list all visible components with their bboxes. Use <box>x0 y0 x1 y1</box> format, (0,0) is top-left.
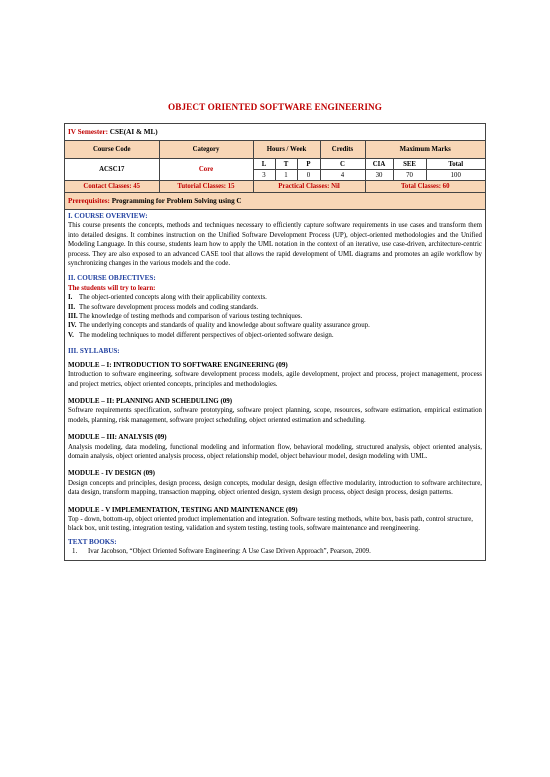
prerequisites-value: Programming for Problem Solving using C <box>111 197 242 205</box>
semester-label: IV Semester: <box>68 128 108 136</box>
course-content <box>65 210 485 560</box>
module-5-text: Top - down, bottom-up, object oriented product implementation and integration. Software testing methods, white box, basis path, control structure, black box, unit testing, integration testing, validation and system testing, testing tools, software maintenance and reengineering. <box>68 515 474 533</box>
objectives-list <box>68 293 482 340</box>
module-4-text: Design concepts and principles, design process, design concepts, modular design, design effective modularity, introduction to software architecture, data design, transform mapping, transaction mapping, object oriented design, system design process, object design process, design patterns. <box>68 479 482 497</box>
module-1-text: Introduction to software engineering, software development process models, agile development, project and process, project management, process and project metrics, object oriented concepts, principles and methodologies. <box>68 371 482 388</box>
list-item <box>68 321 482 330</box>
overview-heading: I. COURSE OVERVIEW: <box>68 212 148 220</box>
semester-row <box>65 124 485 141</box>
value-cia: 30 <box>365 170 393 181</box>
value-total: 100 <box>426 170 485 181</box>
course-table <box>65 141 485 192</box>
contact-classes: Contact Classes: 45 <box>65 181 159 193</box>
semester-value: CSE(AI & ML) <box>109 128 158 136</box>
prerequisites-row <box>65 193 485 210</box>
sub-header-l: L <box>253 159 275 170</box>
objective-number: III. <box>68 313 78 321</box>
objectives-intro: The students will try to learn: <box>68 284 156 292</box>
value-t: 1 <box>275 170 297 181</box>
sub-header-p: P <box>297 159 320 170</box>
objective-text: The knowledge of testing methods and comparison of various testing techniques. <box>79 313 303 321</box>
objective-number: I. <box>68 294 73 302</box>
objective-number: II. <box>68 303 76 311</box>
value-p: 0 <box>297 170 320 181</box>
value-c: 4 <box>320 170 365 181</box>
course-frame <box>64 123 486 561</box>
sub-header-total: Total <box>426 159 485 170</box>
header-maximum-marks: Maximum Marks <box>365 141 485 159</box>
category-value: Core <box>159 159 253 181</box>
objectives-heading: II. COURSE OBJECTIVES: <box>68 274 156 283</box>
list-item <box>68 331 482 340</box>
list-item <box>68 303 482 312</box>
objective-number: V. <box>68 331 74 339</box>
sub-header-cia: CIA <box>365 159 393 170</box>
list-item <box>68 312 482 321</box>
module-2-title: MODULE – II: PLANNING AND SCHEDULING (09) <box>68 396 233 405</box>
prerequisites-label: Prerequisites: <box>68 197 110 205</box>
header-hours-week: Hours / Week <box>253 141 320 159</box>
header-credits: Credits <box>320 141 365 159</box>
module-1-title: MODULE – I: INTRODUCTION TO SOFTWARE ENGINEERING (09) <box>68 360 288 369</box>
list-item <box>68 293 482 302</box>
sub-header-see: SEE <box>393 159 426 170</box>
module-3-text: Analysis modeling, data modeling, functional modeling and information flow, behavioral modeling, structured analysis, object oriented analysis, domain analysis, object oriented analysis process, object relationship model, object behaviour model, design modeling with UML. <box>68 443 482 460</box>
textbook-text: Ivar Jacobson, “Object Oriented Software Engineering: A Use Case Driven Approach”, Pearson, 2009. <box>88 548 371 556</box>
objective-number: IV. <box>68 322 77 330</box>
objective-text: The software development process models and coding standards. <box>79 303 259 311</box>
course-code-value: ACSC17 <box>65 159 159 181</box>
objective-text: The modeling techniques to model different perspectives of object-oriented software design. <box>79 331 334 339</box>
syllabus-heading: III. SYLLABUS: <box>68 347 120 356</box>
sub-header-c: C <box>320 159 365 170</box>
textbooks-heading: TEXT BOOKS: <box>68 537 117 546</box>
course-table-row <box>65 141 485 193</box>
value-l: 3 <box>253 170 275 181</box>
value-see: 70 <box>393 170 426 181</box>
overview-text: This course presents the concepts, methods and techniques necessary to efficiently capture software requirements in use cases and transform them into detailed designs. It combines instruction on the Unified Software Development Process (UP), object-oriented methodologies and the Unified Modeling Language. In this course, students learn how to apply the UML notation in the context of an iterative, use case-driven, architecture-centric process. They are also exposed to an advanced CASE tool that allows the rapid development of UML diagrams and promotes an agile workflow by synchronizing changes in the various models and the code. <box>68 222 482 268</box>
tutorial-classes: Tutorial Classes: 15 <box>159 181 253 193</box>
header-course-code: Course Code <box>65 141 159 159</box>
module-5-title: MODULE - V IMPLEMENTATION, TESTING AND MAINTENANCE (09) <box>68 505 298 514</box>
objective-text: The object-oriented concepts along with their applicability contexts. <box>79 294 267 302</box>
textbook-number: 1. <box>72 548 78 556</box>
page-title: OBJECT ORIENTED SOFTWARE ENGINEERING <box>167 102 383 112</box>
list-item <box>68 547 482 556</box>
practical-classes: Practical Classes: Nil <box>253 181 365 193</box>
module-4-title: MODULE - IV DESIGN (09) <box>68 469 155 478</box>
module-2-text: Software requirements specification, software prototyping, software project planning, scope, resources, software estimation, empirical estimation models, planning, risk management, software project scheduling, object oriented estimation and scheduling. <box>68 407 482 424</box>
module-3-title: MODULE – III: ANALYSIS (09) <box>68 433 167 442</box>
sub-header-t: T <box>275 159 297 170</box>
header-category: Category <box>159 141 253 159</box>
objective-text: The underlying concepts and standards of quality and knowledge about software quality assurance group. <box>79 322 370 330</box>
total-classes: Total Classes: 60 <box>365 181 485 193</box>
